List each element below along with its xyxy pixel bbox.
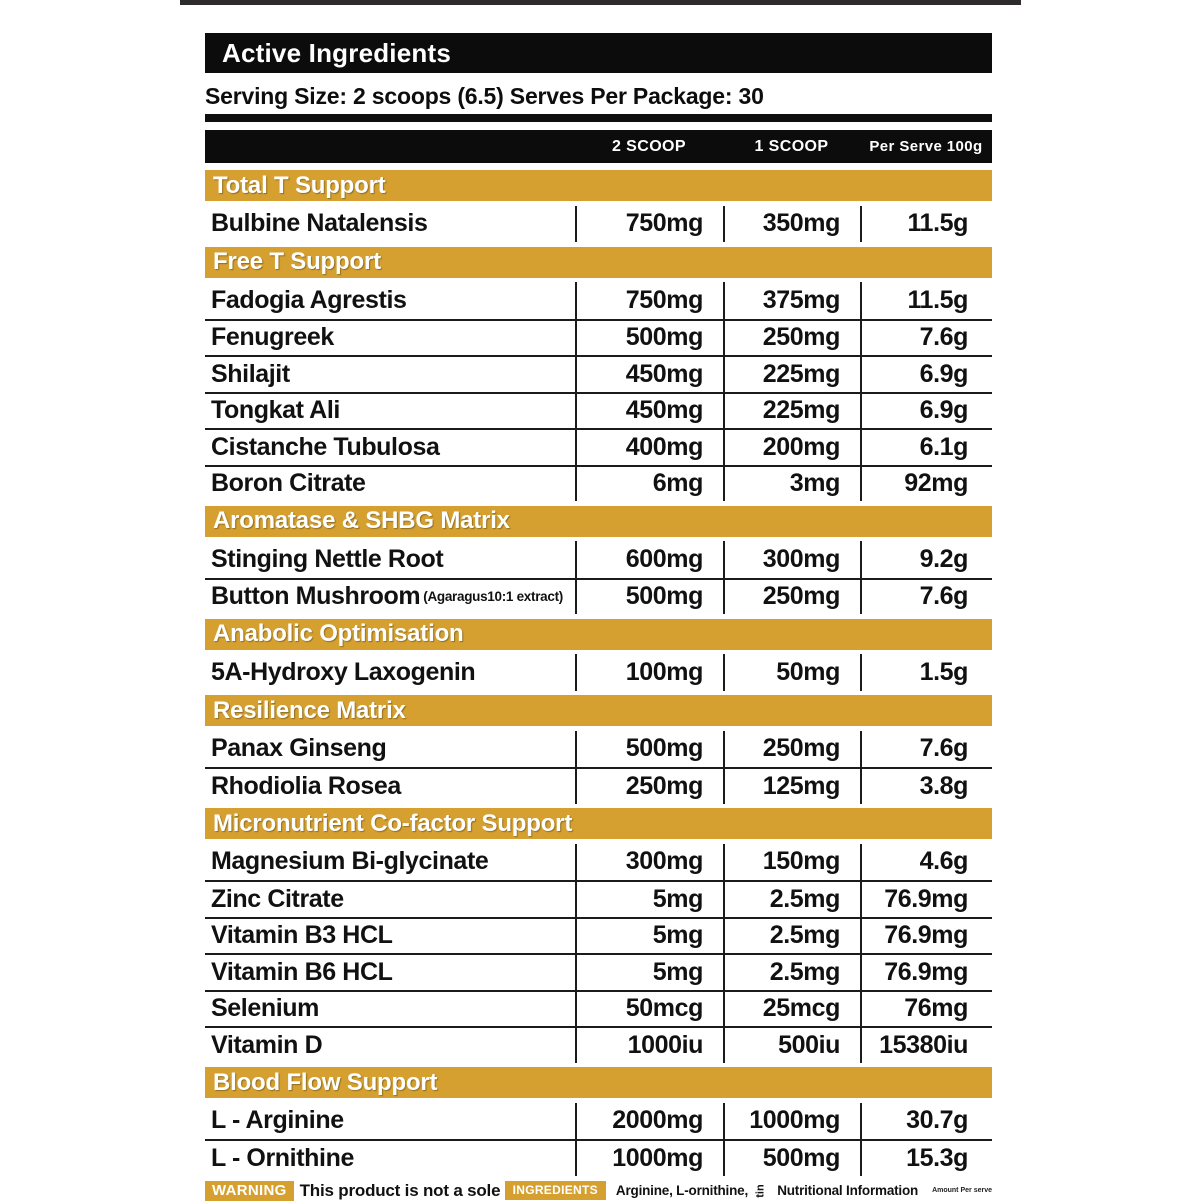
ingredient-row <box>205 282 992 319</box>
section-header-bar <box>205 695 992 726</box>
value-1scoop: 375mg <box>723 282 860 319</box>
ingredient-name: Fadogia Agrestis <box>211 285 407 314</box>
ingredient-row <box>205 731 992 768</box>
value-2scoop: 5mg <box>575 919 723 954</box>
ingredient-note: (Agaragus10:1 extract) <box>423 589 563 605</box>
value-per-serve: 6.9g <box>860 357 992 392</box>
ingredient-name: Vitamin B6 HCL <box>211 957 393 986</box>
ingredient-row <box>205 1026 992 1063</box>
value-2scoop: 1000mg <box>575 1141 723 1176</box>
ingredient-name: Panax Ginseng <box>211 734 387 763</box>
rotated-side-label: tin <box>754 1183 767 1198</box>
value-2scoop: 750mg <box>575 206 723 243</box>
ingredient-row <box>205 1139 992 1176</box>
divider-rule <box>205 114 992 122</box>
value-2scoop: 6mg <box>575 467 723 502</box>
ingredient-row <box>205 844 992 881</box>
value-per-serve: 6.9g <box>860 394 992 429</box>
ingredient-row <box>205 1103 992 1140</box>
ingredient-row <box>205 917 992 954</box>
value-2scoop: 450mg <box>575 394 723 429</box>
value-1scoop: 250mg <box>723 731 860 768</box>
section-header-label: Micronutrient Co-factor Support <box>213 809 573 837</box>
section-header-bar <box>205 808 992 839</box>
ingredient-row <box>205 541 992 578</box>
value-per-serve: 92mg <box>860 467 992 502</box>
section-header-label: Anabolic Optimisation <box>213 620 464 647</box>
value-per-serve: 7.6g <box>860 731 992 768</box>
value-1scoop: 1000mg <box>723 1103 860 1140</box>
value-per-serve: 76.9mg <box>860 919 992 954</box>
value-1scoop: 2.5mg <box>723 955 860 990</box>
value-per-serve: 30.7g <box>860 1103 992 1140</box>
value-2scoop: 500mg <box>575 321 723 356</box>
ingredient-row <box>205 880 992 917</box>
ingredient-row <box>205 392 992 429</box>
ingredient-row <box>205 654 992 691</box>
ingredient-row <box>205 319 992 356</box>
ingredient-row <box>205 355 992 392</box>
serving-size-line: Serving Size: 2 scoops (6.5) Serves Per Package: 30 <box>205 82 764 109</box>
value-2scoop: 2000mg <box>575 1103 723 1140</box>
value-per-serve: 1.5g <box>860 654 992 691</box>
ingredient-name: Magnesium Bi-glycinate <box>211 847 489 876</box>
value-per-serve: 15.3g <box>860 1141 992 1176</box>
ingredient-row <box>205 953 992 990</box>
value-1scoop: 125mg <box>723 769 860 804</box>
ingredients-text: Arginine, L-ornithine, <box>615 1183 749 1198</box>
ingredients-table <box>205 170 992 1176</box>
ingredient-name: Cistanche Tubulosa <box>211 432 440 461</box>
value-2scoop: 50mcg <box>575 992 723 1027</box>
value-2scoop: 5mg <box>575 955 723 990</box>
section-header-label: Blood Flow Support <box>213 1068 438 1096</box>
value-1scoop: 250mg <box>723 321 860 356</box>
value-1scoop: 150mg <box>723 844 860 881</box>
ingredient-name: Zinc Citrate <box>211 884 344 913</box>
column-perserve-label: Per Serve 100g <box>869 138 983 155</box>
ingredient-name: Vitamin D <box>211 1030 323 1059</box>
column-2scoop-label: 2 SCOOP <box>612 137 686 155</box>
value-2scoop: 250mg <box>575 769 723 804</box>
ingredient-name: Shilajit <box>211 359 290 388</box>
section-header-bar <box>205 1067 992 1098</box>
value-2scoop: 600mg <box>575 541 723 578</box>
value-2scoop: 300mg <box>575 844 723 881</box>
ingredient-name: 5A-Hydroxy Laxogenin <box>211 657 476 686</box>
ingredient-name: Vitamin B3 HCL <box>211 921 393 950</box>
value-1scoop: 500mg <box>723 1141 860 1176</box>
value-per-serve: 6.1g <box>860 430 992 465</box>
top-border-strip <box>180 0 1021 5</box>
ingredient-row <box>205 578 992 615</box>
value-per-serve: 4.6g <box>860 844 992 881</box>
ingredient-name: Bulbine Natalensis <box>211 209 428 238</box>
value-1scoop: 350mg <box>723 206 860 243</box>
nutrition-info-title: Nutritional Information <box>777 1183 919 1198</box>
value-1scoop: 50mg <box>723 654 860 691</box>
section-header-label: Total T Support <box>213 171 386 199</box>
ingredients-badge: INGREDIENTS <box>505 1181 606 1200</box>
value-2scoop: 5mg <box>575 882 723 917</box>
value-per-serve: 76.9mg <box>860 882 992 917</box>
value-1scoop: 2.5mg <box>723 882 860 917</box>
ingredient-name: Stinging Nettle Root <box>211 544 444 573</box>
section-header-bar <box>205 247 992 278</box>
ingredient-row <box>205 767 992 804</box>
ingredient-name: Tongkat Ali <box>211 396 340 425</box>
value-per-serve: 11.5g <box>860 282 992 319</box>
value-1scoop: 25mcg <box>723 992 860 1027</box>
value-1scoop: 500iu <box>723 1028 860 1063</box>
ingredient-name: Boron Citrate <box>211 469 366 498</box>
section-header-bar <box>205 506 992 537</box>
page-title: Active Ingredients <box>222 37 451 68</box>
warning-text: This product is not a sole <box>299 1180 501 1200</box>
section-header-label: Free T Support <box>213 248 381 275</box>
value-1scoop: 3mg <box>723 467 860 502</box>
title-bar <box>205 33 992 73</box>
warning-badge: WARNING <box>205 1181 294 1201</box>
section-header-bar <box>205 619 992 650</box>
ingredient-name: Selenium <box>211 994 319 1023</box>
value-per-serve: 76mg <box>860 992 992 1027</box>
ingredient-name: Button Mushroom (Agaragus10:1 extract) <box>211 582 563 611</box>
value-2scoop: 100mg <box>575 654 723 691</box>
value-1scoop: 250mg <box>723 580 860 615</box>
ingredient-name: Rhodiolia Rosea <box>211 771 401 800</box>
value-per-serve: 7.6g <box>860 580 992 615</box>
column-1scoop-label: 1 SCOOP <box>754 137 829 155</box>
value-1scoop: 300mg <box>723 541 860 578</box>
ingredient-row <box>205 465 992 502</box>
value-per-serve: 76.9mg <box>860 955 992 990</box>
value-per-serve: 9.2g <box>860 541 992 578</box>
value-2scoop: 750mg <box>575 282 723 319</box>
ingredient-row <box>205 206 992 243</box>
value-2scoop: 450mg <box>575 357 723 392</box>
ingredient-row <box>205 428 992 465</box>
value-1scoop: 225mg <box>723 357 860 392</box>
value-per-serve: 15380iu <box>860 1028 992 1063</box>
value-2scoop: 500mg <box>575 731 723 768</box>
ingredient-name: Fenugreek <box>211 323 334 352</box>
nutrition-info-note: Amount Per serve <box>932 1187 992 1194</box>
section-header-label: Resilience Matrix <box>213 696 406 724</box>
section-header-label: Aromatase & SHBG Matrix <box>213 507 510 534</box>
column-header-bar <box>205 130 992 163</box>
value-1scoop: 200mg <box>723 430 860 465</box>
footer-strip <box>205 1181 992 1201</box>
label-content <box>205 33 992 1201</box>
value-2scoop: 1000iu <box>575 1028 723 1063</box>
value-per-serve: 11.5g <box>860 206 992 243</box>
ingredient-name: L - Arginine <box>211 1106 344 1135</box>
value-1scoop: 2.5mg <box>723 919 860 954</box>
value-per-serve: 3.8g <box>860 769 992 804</box>
ingredient-name: L - Ornithine <box>211 1143 354 1172</box>
value-2scoop: 500mg <box>575 580 723 615</box>
value-per-serve: 7.6g <box>860 321 992 356</box>
value-1scoop: 225mg <box>723 394 860 429</box>
section-header-bar <box>205 170 992 201</box>
value-2scoop: 400mg <box>575 430 723 465</box>
ingredient-row <box>205 990 992 1027</box>
